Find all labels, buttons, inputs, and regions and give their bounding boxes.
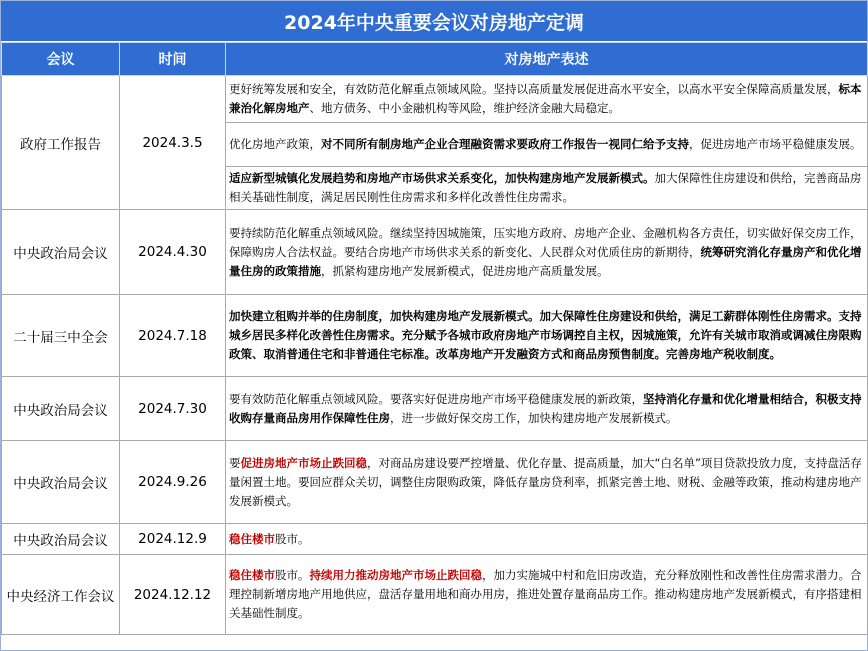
statement-highlight-text: 稳住楼市 bbox=[229, 531, 275, 546]
meeting-cell: 政府工作报告 bbox=[2, 76, 120, 210]
statement-cell bbox=[226, 524, 868, 555]
statement-text: 、地方债务、中小金融机构等风险，维护经济金融大局稳定。 bbox=[309, 101, 620, 115]
statement-cell bbox=[226, 76, 868, 123]
date-cell: 2024.7.18 bbox=[120, 295, 226, 377]
statement-text: ，加力实施城中村和危旧房改造，充分释放刚性和改善性住房需求潜力。合理控制新增房地产用地供应，盘活存量用地和商办用房，推进处置存量商品房工作。推动构建房地产发展新模式，有序搭建相关基础性制度。 bbox=[229, 568, 862, 620]
date-cell: 2024.4.30 bbox=[120, 210, 226, 295]
statement-bold-text: 标本兼治化解房地产 bbox=[229, 82, 862, 115]
statement-bold-text: 对不同所有制房地产企业合理融资需求要政府工作报告一视同仁给予支持 bbox=[321, 137, 689, 151]
meeting-cell: 中央政治局会议 bbox=[2, 377, 120, 441]
table-row bbox=[2, 76, 868, 123]
statement-text: 股市。 bbox=[275, 568, 310, 582]
statement-highlight-text: 促进房地产市场止跌回稳 bbox=[240, 455, 367, 470]
meeting-cell: 中央政治局会议 bbox=[2, 210, 120, 295]
statement-text: 更好统筹发展和安全，有效防范化解重点领域风险。坚持以高质量发展促进高水平安全，以高水平安全保障高质量发展， bbox=[229, 82, 839, 96]
table-row bbox=[2, 524, 868, 555]
table-header-row bbox=[2, 43, 868, 76]
policy-table bbox=[1, 42, 868, 635]
statement-cell bbox=[226, 441, 868, 524]
meeting-cell: 中央政治局会议 bbox=[2, 524, 120, 555]
header-statement: 对房地产表述 bbox=[226, 43, 868, 76]
table-row bbox=[2, 441, 868, 524]
table-row bbox=[2, 377, 868, 441]
meeting-cell: 二十届三中全会 bbox=[2, 295, 120, 377]
statement-text: ，对商品房建设要严控增量、优化存量、提高质量，加大“白名单”项目贷款投放力度，支持盘活存量闲置土地。要回应群众关切，调整住房限购政策，降低存量房贷利率，抓紧完善土地、财税、金融等政策，推动构建房地产发展新模式。 bbox=[229, 455, 862, 508]
statement-text: 要 bbox=[229, 455, 241, 470]
statement-text: 加大保障性住房建设和供给，完善商品房相关基础性制度，满足居民刚性住房需求和多样化改善性住房需求。 bbox=[229, 171, 862, 204]
statement-text: ，促进房地产市场平稳健康发展。 bbox=[689, 137, 862, 151]
date-cell: 2024.12.9 bbox=[120, 524, 226, 555]
statement-bold-text: 适应新型城镇化发展趋势和房地产市场供求关系变化，加快构建房地产发展新模式。 bbox=[229, 171, 655, 185]
statement-cell bbox=[226, 377, 868, 441]
header-meeting: 会议 bbox=[2, 43, 120, 76]
date-cell: 2024.9.26 bbox=[120, 441, 226, 524]
statement-cell bbox=[226, 555, 868, 635]
statement-bold-text: 统筹研究消化存量房产和优化增量住房的政策措施 bbox=[229, 244, 862, 278]
statement-cell bbox=[226, 167, 868, 210]
date-cell: 2024.3.5 bbox=[120, 76, 226, 210]
statement-text: 要有效防范化解重点领域风险。要落实好促进房地产市场平稳健康发展的新政策， bbox=[229, 391, 643, 406]
statement-bold-text: 坚持消化存量和优化增量相结合，积极支持收购存量商品房用作保障性住房 bbox=[229, 391, 862, 425]
date-cell: 2024.12.12 bbox=[120, 555, 226, 635]
statement-text: 优化房地产政策， bbox=[229, 137, 321, 151]
table-row bbox=[2, 555, 868, 635]
meeting-cell: 中央政治局会议 bbox=[2, 441, 120, 524]
statement-highlight-text: 稳住楼市 bbox=[229, 568, 275, 582]
statement-text: ，进一步做好保交房工作，加快构建房地产发展新模式。 bbox=[390, 410, 678, 425]
statement-bold-text: 加快建立租购并举的住房制度，加快构建房地产发展新模式。加大保障性住房建设和供给，满足工薪群体刚性住房需求。支持城乡居民多样化改善性住房需求。充分赋予各城市政府房地产市场调控自主权，因城施策，允许有关城市取消或调减住房限购政策、取消普通住宅和非普通住宅标准。改革房地产开发融资方式和商品房预售制度。完善房地产税收制度。 bbox=[229, 309, 862, 361]
statement-text: 要持续防范化解重点领域风险。继续坚持因城施策，压实地方政府、房地产企业、金融机构各方责任，切实做好保交房工作，保障购房人合法权益。要结合房地产市场供求关系的新变化、人民群众对优质住房的新期待， bbox=[229, 225, 862, 259]
table-row bbox=[2, 295, 868, 377]
meeting-cell: 中央经济工作会议 bbox=[2, 555, 120, 635]
page-title: 2024年中央重要会议对房地产定调 bbox=[1, 1, 867, 42]
statement-cell bbox=[226, 210, 868, 295]
statement-highlight-text: 持续用力推动房地产市场止跌回稳 bbox=[309, 568, 482, 582]
statement-text: ，抓紧构建房地产发展新模式，促进房地产高质量发展。 bbox=[321, 263, 609, 278]
header-date: 时间 bbox=[120, 43, 226, 76]
date-cell: 2024.7.30 bbox=[120, 377, 226, 441]
statement-text: 股市。 bbox=[275, 531, 310, 546]
table-row bbox=[2, 210, 868, 295]
statement-cell bbox=[226, 123, 868, 167]
statement-cell bbox=[226, 295, 868, 377]
